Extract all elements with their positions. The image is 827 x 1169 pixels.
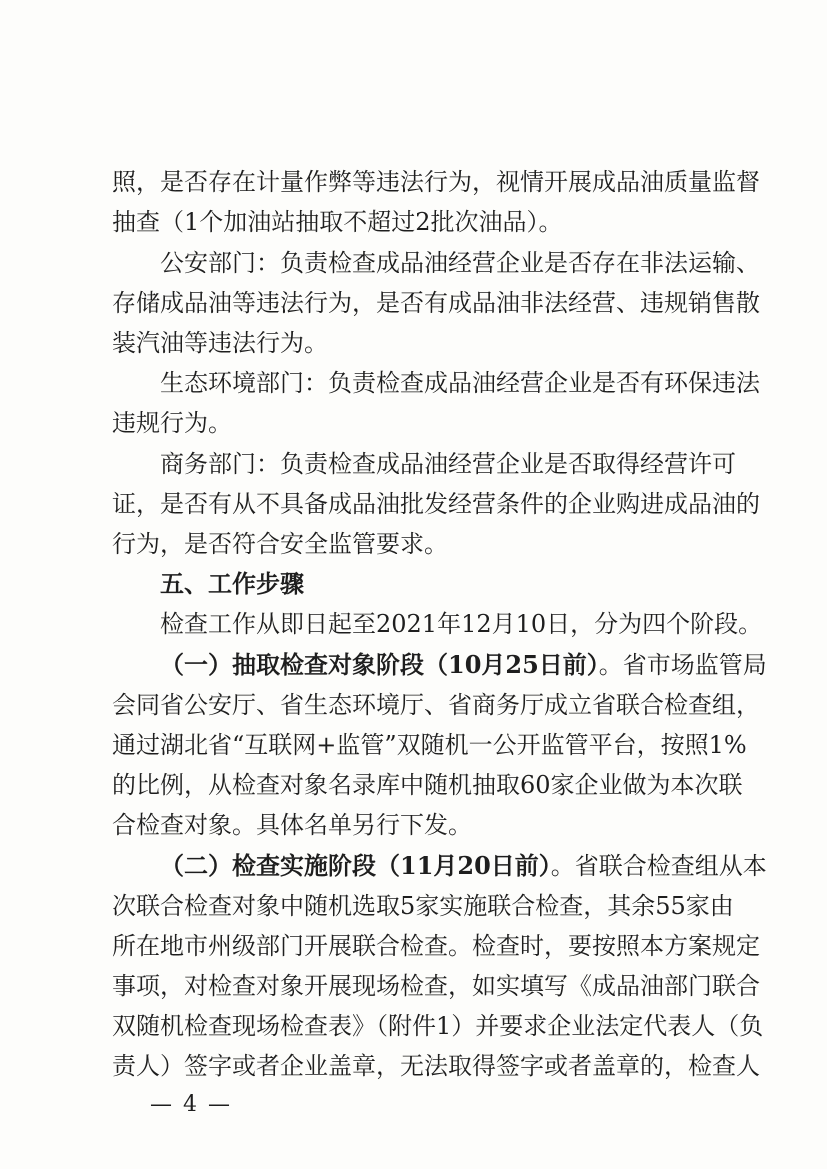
text-run: 。省市场监管局 [598, 651, 767, 679]
subheading: （一）抽取检查对象阶段（10月25日前） [160, 650, 599, 679]
text-line: 照，是否存在计量作弊等违法行为，视情开展成品油质量监督 [112, 168, 760, 196]
text-line: 装汽油等违法行为。 [112, 329, 328, 357]
text-line: 责人）签字或者企业盖章，无法取得签字或者盖章的，检查人 [112, 1052, 760, 1080]
text-line: 抽查（1个加油站抽取不超过2批次油品）。 [112, 208, 563, 236]
text-line [160, 846, 767, 886]
text-line: 行为，是否符合安全监管要求。 [112, 530, 448, 558]
text-line: 商务部门：负责检查成品油经营企业是否取得经营许可 [160, 450, 736, 478]
text-line: 所在地市州级部门开展联合检查。检查时，要按照本方案规定 [112, 932, 760, 960]
text-line: 检查工作从即日起至2021年12月10日，分为四个阶段。 [160, 610, 763, 638]
text-line: 双随机检查现场检查表》（附件1）并要求企业法定代表人（负 [112, 1012, 764, 1040]
text-line: 通过湖北省“互联网+监管”双随机一公开监管平台，按照1% [112, 731, 747, 759]
text-line: 存储成品油等违法行为，是否有成品油非法经营、违规销售散 [112, 289, 760, 317]
text-run: 。省联合检查组从本 [550, 852, 767, 880]
subheading: （二）检查实施阶段（11月20日前） [160, 851, 551, 880]
text-line: 公安部门：负责检查成品油经营企业是否存在非法运输、 [160, 249, 760, 277]
text-line: 会同省公安厅、省生态环境厅、省商务厅成立省联合检查组， [112, 691, 760, 719]
text-line: 的比例，从检查对象名录库中随机抽取60家企业做为本次联 [112, 771, 743, 799]
text-line: 次联合检查对象中随机选取5家实施联合检查，其余55家由 [112, 892, 734, 920]
page-number: — 4 — [150, 1092, 232, 1117]
section-heading: 五、工作步骤 [160, 569, 304, 598]
text-line [160, 645, 767, 685]
text-line: 事项，对检查对象开展现场检查，如实填写《成品油部门联合 [112, 972, 760, 1000]
text-line: 违规行为。 [112, 409, 232, 437]
text-line: 证，是否有从不具备成品油批发经营条件的企业购进成品油的 [112, 490, 760, 518]
text-line: 合检查对象。具体名单另行下发。 [112, 811, 472, 839]
text-line: 生态环境部门：负责检查成品油经营企业是否有环保违法 [160, 369, 760, 397]
